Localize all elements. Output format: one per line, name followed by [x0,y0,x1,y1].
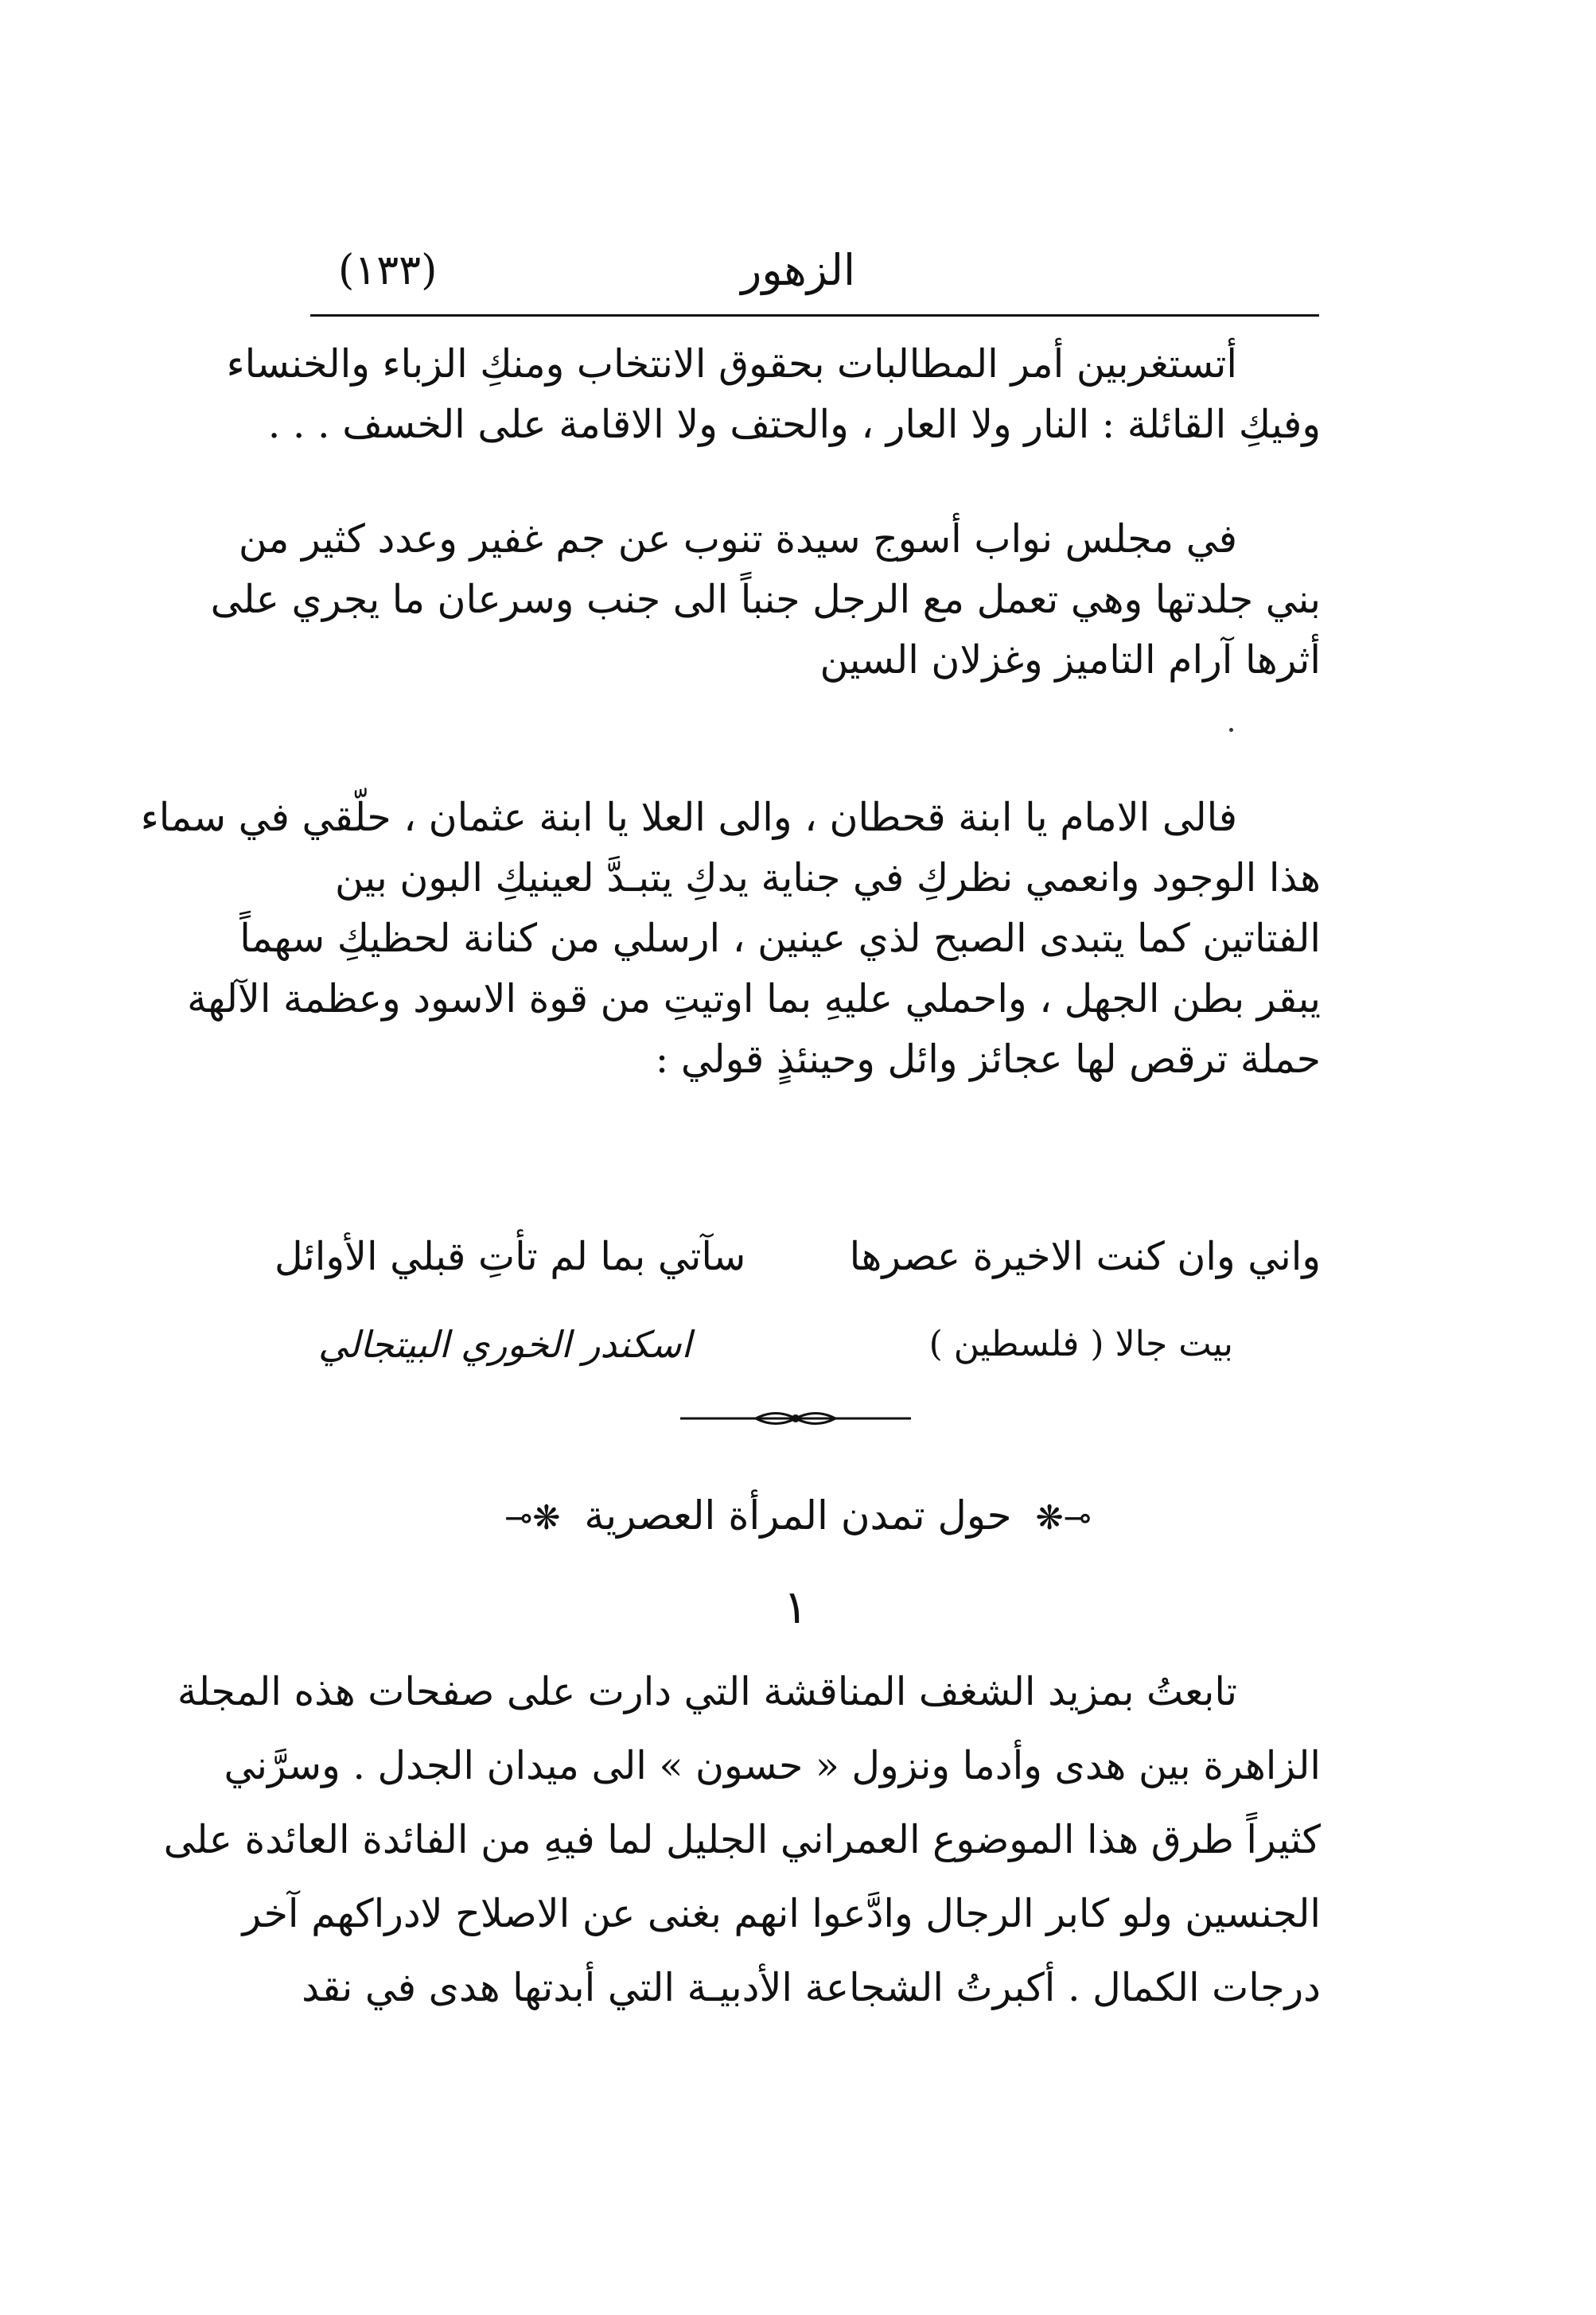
section-heading [440,1480,1156,1551]
text-line: فالى الامام يا ابنة قحطان ، والى العلا يا ابنة عثمان ، حلّقي في سماء [140,795,1237,840]
header-rule [310,314,1319,317]
paragraph-2 [210,509,1321,691]
section-title-text: حول تمدن المرأة العصرية [584,1492,1012,1539]
text-line: أتستغربين أمر المطالبات بحقوق الانتخاب ومنكِ الزباء والخنساء [226,341,1237,387]
text-line: هذا الوجود وانعمي نظركِ في جناية يدكِ يتبـدَّ لعينيكِ البون بين [335,855,1321,901]
signature-row [318,1313,1233,1376]
print-speck [1229,728,1233,732]
signature-place: بيت جالا ( فلسطين ) [928,1324,1233,1364]
page-number: (١٣٣) [338,247,438,294]
text-line: كثيراً طرق هذا الموضوع العمراني الجليل لما فيهِ من الفائدة العائدة على [163,1817,1321,1862]
text-line: بني جلدتها وهي تعمل مع الرجل جنباً الى جنب وسرعان ما يجري على [210,577,1321,622]
verse-second-hemistich: سآتي بما لم تأتِ قبلي الأوائل [274,1234,746,1279]
text-line: الفتاتين كما يتبدى الصبح لذي عينين ، ارسلي من كنانة لحظيكِ سهماً [239,916,1321,961]
text-line: في مجلس نواب أسوج سيدة تنوب عن جم غفير وعدد كثير من [238,516,1237,562]
paragraph-3 [140,788,1321,1090]
text-line: درجات الكمال . أكبرتُ الشجاعة الأدبيـة التي أبدتها هدى في نقد [302,1965,1321,2010]
verse-first-hemistich: واني وان كنت الاخيرة عصرها [849,1234,1321,1279]
text-line: أثرها آرام التاميز وغزلان السين [819,637,1321,683]
text-line: الزاهرة بين هدى وأدما ونزول « حسون » الى ميدان الجدل . وسرَّني [224,1743,1321,1788]
paragraph-1 [226,334,1321,455]
heading-ornament-right-icon: ⊸❋ [1035,1498,1092,1537]
text-line: تابعتُ بمزيد الشغف المناقشة التي دارت على صفحات هذه المجلة [177,1669,1237,1714]
signature-author: اسكندر الخوري البيتجالي [318,1323,692,1366]
text-line: يبقر بطن الجهل ، واحملي عليهِ بما اوتيتِ من قوة الاسود وعظمة الآلهة [187,976,1321,1021]
article-paragraph [163,1655,1321,2025]
poetry-verse [274,1225,1321,1289]
running-title: الزهور [741,245,855,295]
text-line: حملة ترقص لها عجائز وائل وحينئذٍ قولي : [655,1037,1321,1082]
section-divider-ornament-icon [680,1407,911,1430]
text-line: وفيكِ القائلة : النار ولا العار ، والحتف ولا الاقامة على الخسف . . . [267,402,1321,447]
heading-ornament-left-icon: ❋⟜ [504,1498,561,1537]
page-header [314,239,1317,310]
text-line: الجنسين ولو كابر الرجال وادَّعوا انهم بغنى عن الاصلاح لادراكهم آخر [242,1891,1321,1936]
section-number: ١ [783,1580,808,1634]
